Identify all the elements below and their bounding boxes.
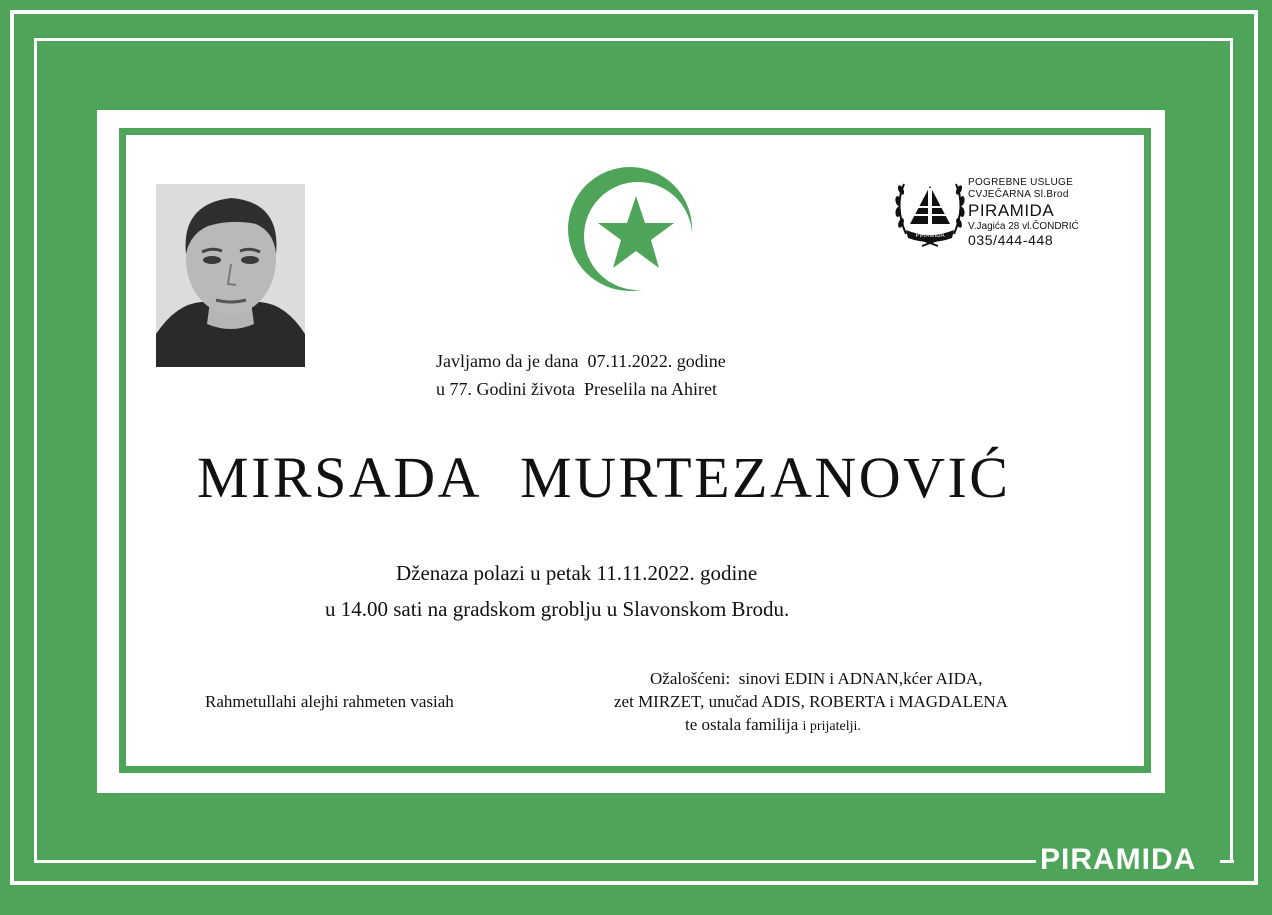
funeral-line2: u 14.00 sati na gradskom groblju u Slavonskom Brodu.: [325, 597, 790, 621]
deceased-photo: [156, 184, 305, 367]
name-first: MIRSADA: [197, 445, 482, 510]
mourners-line3-small: i prijatelji.: [802, 719, 861, 734]
brand-dash-right: [1220, 860, 1234, 863]
logo-line1: POGREBNE USLUGE: [968, 177, 1074, 188]
logo-line2: CVJEČARNA Sl.Brod: [968, 188, 1069, 200]
footer-brand: PIRAMIDA: [1040, 843, 1197, 876]
mourners-line3-main: te ostala familija: [685, 715, 799, 734]
deceased-name: [197, 444, 1011, 511]
prayer-text: Rahmetullahi alejhi rahmeten vasiah: [205, 692, 454, 711]
intro-text: [436, 347, 726, 403]
logo-name: PIRAMIDA: [968, 201, 1055, 220]
logo-address: V.Jagića 28 vl.ČONDRIĆ: [968, 220, 1079, 232]
funeral-home-logo: [968, 177, 1079, 248]
mourners-line2: zet MIRZET, unučad ADIS, ROBERTA i MAGDALENA: [614, 692, 1008, 711]
mourners-line1: Ožalošćeni: sinovi EDIN i ADNAN,kćer AIDA,: [650, 669, 983, 688]
crescent-star-icon: [566, 166, 692, 292]
pyramid-laurel-icon: [892, 176, 968, 252]
intro-line2: u 77. Godini života Preselila na Ahiret: [436, 379, 717, 399]
name-last: MURTEZANOVIĆ: [520, 445, 1011, 510]
emblem-text: PIRAMIDA: [915, 233, 945, 239]
logo-phone: 035/444-448: [968, 232, 1054, 249]
intro-line1: Javljamo da je dana 07.11.2022. godine: [436, 351, 726, 371]
funeral-line1: Dženaza polazi u petak 11.11.2022. godine: [396, 561, 758, 585]
brand-dash-left: [1022, 860, 1036, 863]
mourners-line3: [685, 715, 861, 735]
